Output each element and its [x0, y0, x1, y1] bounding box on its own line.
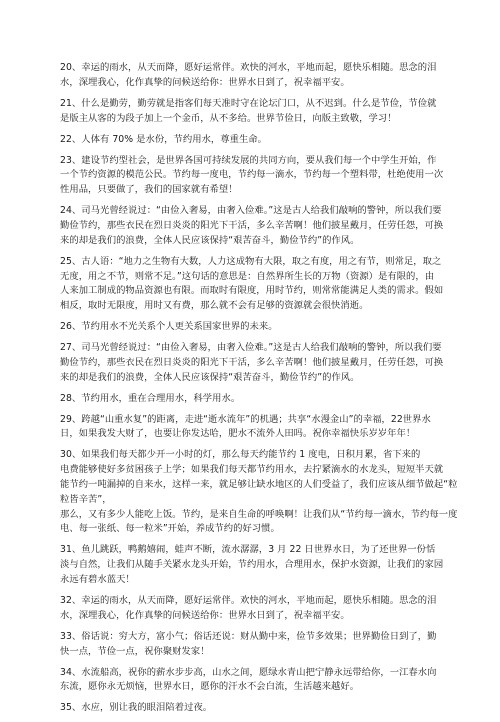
list-item: 27、司马光曾经说过：“由俭入奢易，由奢入俭难。”这是古人给我们敲响的警钟，所以我们要 勤俭节约，那些衣民在烈日炎炎的阳光下干活，多么辛苦啊！他们披星戴月，任劳任怨，可换 来的却是我们的浪费，全体人民应该保持“艰苦奋斗，勤俭节约”的作风。 [60, 342, 444, 383]
list-item: 29、跨越“山重水复”的距离，走进“逝水流年”的机遇；共享“水漫金山”的幸福，22世界水 日，如果我发大财了，也要让你发达哈，肥水不流外人田吗。祝你幸福快乐岁岁年年！ [60, 413, 431, 440]
list-item: 22、人体有 70% 是水份，节约用水，尊重生命。 [60, 133, 267, 145]
list-item: 33、俗话说：穷大方，富小气；俗话还说：财从勤中来，俭节多效果；世界勤俭日到了，勤 快一点，节俭一点，祝你聚财发家！ [60, 630, 437, 657]
list-item: 35、水应，别让我的眼泪陪着过夜。 [60, 702, 213, 714]
list-item: 28、节约用水，重在合理用水，科学用水。 [60, 392, 241, 404]
list-item: 26、节约用水不光关系个人更关系国家世界的未来。 [60, 321, 278, 333]
list-item: 23、建设节约型社会，是世界各国可持续发展的共同方向，要从我们每一个中学生开始，作 一个节约资源的模范公民。节约每一度电，节约每一滴水，节约每一个塑料带，杜绝使用一次 性用品，只要做了，我们的国家就有希望！ [60, 154, 444, 196]
list-item: 31、鱼儿跳跃，鸭鹅嬉闹，蛙声不断，流水潺潺，3 月 22 日世界水日，为了还世界一份恬 淡与自然，让我们从随手关紧水龙头开始，节约用水，合理用水，保护水资源，让我们的家园 永远有碧水蓝天！ [60, 544, 444, 585]
list-item: 30、如果我们每天都少开一小时的灯，那么每天约能节约 1 度电，日积月累，省下来的 电费能够使好多贫困孩子上学；如果我们每天都节约用水，去拧紧滴水的水龙头，短短半天就 能节约一吨漏掉的自来水，这样一来，就足够让缺水地区的人们受益了，我们应该从细节做起“粒粒皆辛苦”， 那么，又有多少人能吃上饭。节约，是来自生命的呼唤啊！让我们从“节约每一滴水，节约每一度 电、每一张纸、每一粒米”开始，养成节约的好习惯。 [60, 449, 458, 535]
list-item: 34、水流船高，祝你的薪水步步高，山水之间，愿绿水青山把宁静永远带给你，一江春水向 东流，愿你永无烦恼，世界水日，愿你的汗水不会白流，生活越来越好。 [60, 666, 437, 693]
list-item: 24、司马光曾经说过：“由俭入奢易，由奢入俭难。”这是古人给我们敲响的警钟，所以我们要 勤俭节约，那些衣民在烈日炎炎的阳光下干活，多么辛苦啊！他们披星戴月，任劳任怨，可换 来的却是我们的浪费，全体人民应该保持“艰苦奋斗，勤俭节约”的作风。 [60, 205, 444, 246]
list-item: 21、什么是勤劳，勤劳就是指客们每天准时守在论坛门口，从不迟到。什么是节俭，节俭就 是版主从客的为段子加上一个金币，从不多给。世界节俭日，向版主致敬，学习！ [60, 97, 437, 124]
list-item: 25、古人语：“地力之生物有大数，人力这成物有大限，取之有度，用之有节，则常足，取之 无度，用之不节，则常不足。”这句话的意思是：自然界所生长的万物（资源）是有限的，由 人来加工制成的物品资源也有限。而取时有限度，用时节约，则常常能满足人类的需求。假如 相反，取时无限度，用时又有费，那么就不会有足够的资源就会很快消逝。 [60, 255, 444, 312]
slogan-list [60, 61, 465, 722]
list-item: 32、幸运的雨水，从天而降，愿好运常伴。欢快的河水，平地而起，愿快乐相随。思念的泪 水，深埋我心，化作真挚的问候送给你：世界水日到了，祝幸福平安。 [60, 594, 437, 621]
list-item: 20、幸运的雨水，从天而降，愿好运常伴。欢快的河水，平地而起，愿快乐相随。思念的泪 水，深埋我心，化作真挚的问候送给你：世界水日到了，祝幸福平安。 [60, 62, 437, 88]
